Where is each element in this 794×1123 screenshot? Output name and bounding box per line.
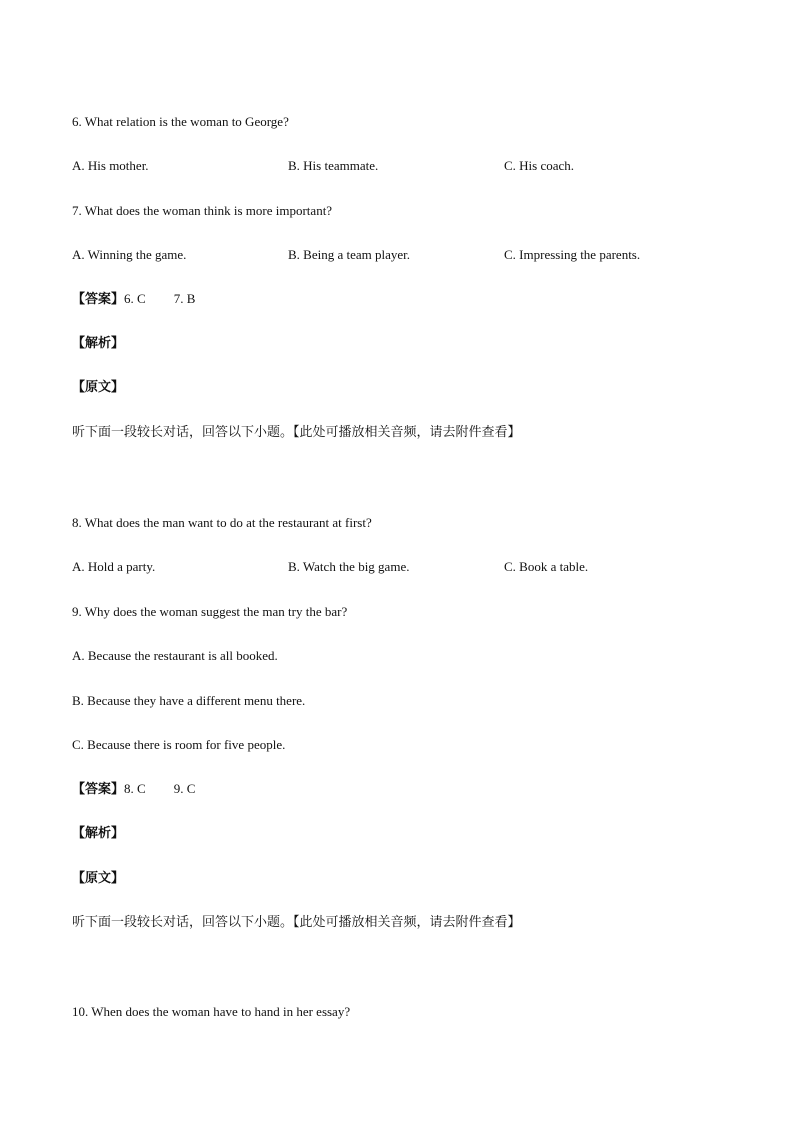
- question-7-option-c: C. Impressing the parents.: [504, 247, 641, 262]
- question-8-options: [72, 559, 722, 575]
- answer-9: 9. C: [173, 781, 196, 796]
- question-7: 7. What does the woman think is more important?: [72, 203, 333, 218]
- listening-instruction-1: 听下面一段较长对话，回答以下小题。【此处可播放相关音频，请去附件查看】: [72, 425, 521, 440]
- question-8: 8. What does the man want to do at the restaurant at first?: [72, 515, 372, 530]
- question-9-option-b: B. Because they have a different menu there.: [72, 693, 306, 708]
- question-7-option-b: B. Being a team player.: [288, 247, 411, 262]
- question-7-option-a: A. Winning the game.: [72, 247, 187, 262]
- question-8-option-c: C. Book a table.: [504, 559, 589, 574]
- question-8-option-a: A. Hold a party.: [72, 559, 156, 574]
- question-6-options: [72, 158, 722, 174]
- analysis-tag-1: 【解析】: [72, 336, 125, 351]
- question-9: 9. Why does the woman suggest the man try the bar?: [72, 604, 348, 619]
- question-6-option-b: B. His teammate.: [288, 158, 379, 173]
- original-text-tag-1: 【原文】: [72, 380, 125, 395]
- question-6-option-a: A. His mother.: [72, 158, 149, 173]
- answer-line-2: [72, 781, 195, 798]
- question-8-option-b: B. Watch the big game.: [288, 559, 410, 574]
- answer-8: 8. C: [124, 781, 146, 796]
- answer-tag: 【答案】: [72, 292, 125, 307]
- answer-7: 7. B: [173, 291, 196, 306]
- question-6-option-c: C. His coach.: [504, 158, 575, 173]
- analysis-tag-2: 【解析】: [72, 826, 125, 841]
- question-10: 10. When does the woman have to hand in her essay?: [72, 1004, 351, 1019]
- answer-tag: 【答案】: [72, 782, 125, 797]
- question-9-option-c: C. Because there is room for five people.: [72, 737, 286, 752]
- answer-6: 6. C: [124, 291, 146, 306]
- original-text-tag-2: 【原文】: [72, 871, 125, 886]
- listening-instruction-2: 听下面一段较长对话，回答以下小题。【此处可播放相关音频，请去附件查看】: [72, 915, 521, 930]
- question-6: 6. What relation is the woman to George?: [72, 114, 289, 129]
- answer-line-1: [72, 291, 195, 308]
- question-7-options: [72, 247, 722, 263]
- question-9-option-a: A. Because the restaurant is all booked.: [72, 648, 278, 663]
